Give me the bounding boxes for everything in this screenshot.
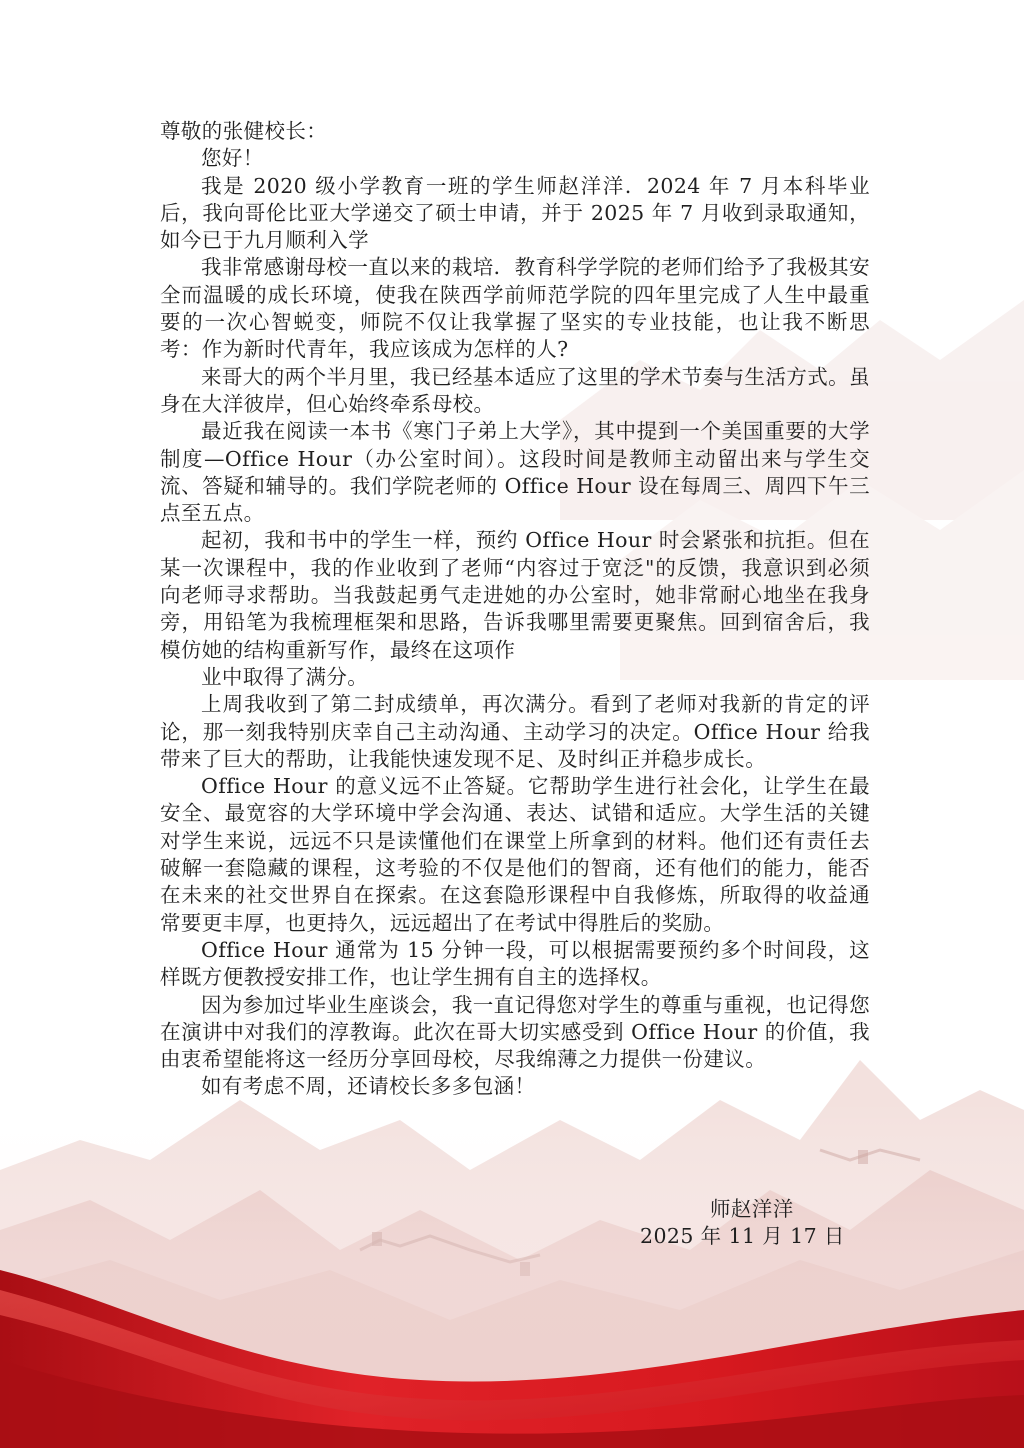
paragraph: 来哥大的两个半月里，我已经基本适应了这里的学术节奏与生活方式。虽身在大洋彼岸，但心始终牵系母校。 — [160, 364, 870, 416]
signature-date: 2025 年 11 月 17 日 — [640, 1224, 845, 1248]
signature-name: 师赵洋洋 — [710, 1197, 794, 1221]
paragraph: Office Hour 通常为 15 分钟一段，可以根据需要预约多个时间段，这样既方便教授安排工作，也让学生拥有自主的选择权。 — [160, 937, 870, 990]
paragraph: 业中取得了满分。 — [201, 664, 369, 689]
paragraph: 因为参加过毕业生座谈会，我一直记得您对学生的尊重与重视，也记得您在演讲中对我们的淳教诲。此次在哥大切实感受到 Office Hour 的价值，我由衷希望能将这一经历分享回母校，尽我绵薄之力提供一份建议。 — [160, 992, 870, 1072]
paragraph: Office Hour 的意义远不止答疑。它帮助学生进行社会化，让学生在最安全、最宽容的大学环境中学会沟通、表达、试错和适应。大学生活的关键对学生来说，远远不只是读懂他们在课堂上所拿到的材料。他们还有责任去破解一套隐藏的课程，这考验的不仅是他们的智商，还有他们的能力，能否在未来的社交世界自在探索。在这套隐形课程中自我修炼，所取得的收益通常要更丰厚，也更持久，远远超出了在考试中得胜后的奖励。 — [160, 774, 870, 935]
closing: 如有考虑不周，还请校长多多包涵！ — [201, 1074, 536, 1099]
greeting: 您好！ — [201, 146, 264, 171]
paragraph: 起初，我和书中的学生一样，预约 Office Hour 时会紧张和抗拒。但在某一次课程中，我的作业收到了老师“内容过于宽泛"的反馈，我意识到必须向老师寻求帮助。当我鼓起勇气走进她的办公室时，她非常耐心地坐在我身旁，用铅笔为我梳理框架和思路，告诉我哪里需要更聚焦。回到宿舍后，我模仿她的结构重新写作，最终在这项作 — [160, 528, 870, 662]
paragraph: 上周我收到了第二封成绩单，再次满分。看到了老师对我新的肯定的评论，那一刻我特别庆幸自己主动沟通、主动学习的决定。Office Hour 给我带来了巨大的帮助，让我能快速发现不足、及时纠正并稳步成长。 — [160, 692, 870, 771]
salutation: 尊敬的张健校长： — [160, 119, 328, 143]
paragraph: 我是 2020 级小学教育一班的学生师赵洋洋．2024 年 7 月本科毕业后，我向哥伦比亚大学递交了硕士申请，并于 2025 年 7 月收到录取通知，如今已于九月顺利入学 — [160, 173, 870, 253]
paragraph: 最近我在阅读一本书《寒门子弟上大学》，其中提到一个美国重要的大学制度—Office Hour（办公室时间）。这段时间是教师主动留出来与学生交流、答疑和辅导的。我们学院老师的 Office Hour 设在每周三、周四下午三点至五点。 — [160, 419, 870, 526]
letter-body — [160, 118, 870, 1101]
paragraph: 我非常感谢母校一直以来的栽培．教育科学学院的老师们给予了我极其安全而温暖的成长环境，使我在陕西学前师范学院的四年里完成了人生中最重要的一次心智蜕变，师院不仅让我掌握了坚实的专业技能，也让我不断思考：作为新时代青年，我应该成为怎样的人? — [160, 255, 870, 362]
